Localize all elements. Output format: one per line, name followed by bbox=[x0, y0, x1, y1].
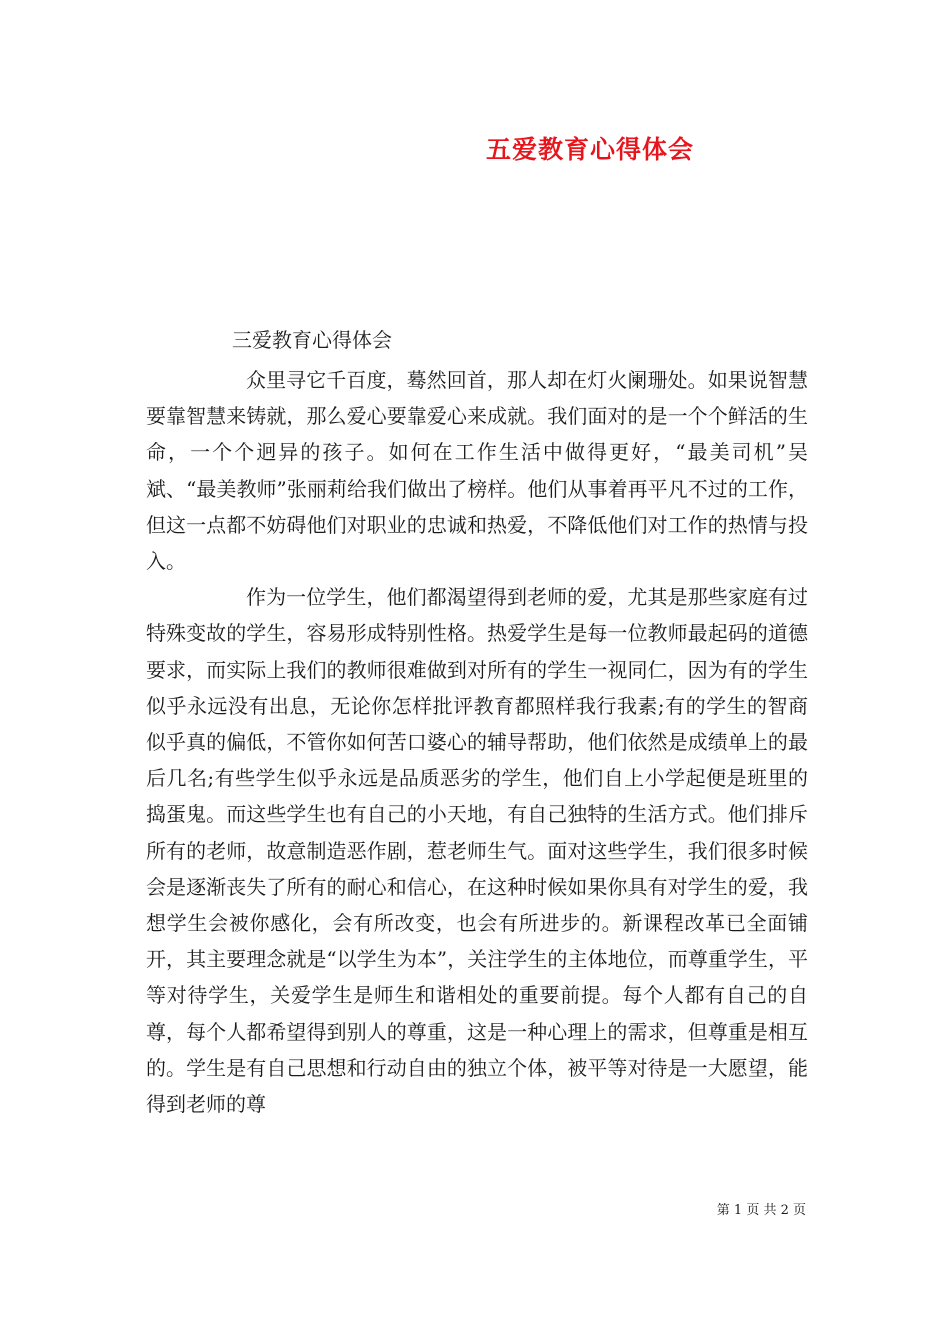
page-footer: 第 1 页 共 2 页 bbox=[716, 1203, 806, 1218]
document-title: 五爱教育心得体会 bbox=[485, 135, 694, 164]
paragraph-1: 众里寻它千百度，蓦然回首，那人却在灯火阑珊处。如果说智慧要靠智慧来铸就，那么爱心要靠爱心来成就。我们面对的是一个个鲜活的生命，一个个迥异的孩子。如何在工作生活中做得更好，“最美司机”吴斌、“最美教师”张丽莉给我们做出了榜样。他们从事着再平凡不过的工作，但这一点都不妨碍他们对职业的忠诚和热爱，不降低他们对工作的热情与投入。 bbox=[146, 368, 808, 574]
paragraph-2: 作为一位学生，他们都渴望得到老师的爱，尤其是那些家庭有过特殊变故的学生，容易形成特别性格。热爱学生是每一位教师最起码的道德要求，而实际上我们的教师很难做到对所有的学生一视同仁，因为有的学生似乎永远没有出息，无论你怎样批评教育都照样我行我素;有的学生的智商似乎真的偏低，不管你如何苦口婆心的辅导帮助，他们依然是成绩单上的最后几名;有些学生似乎永远是品质恶劣的学生，他们自上小学起便是班里的捣蛋鬼。而这些学生也有自己的小天地，有自己独特的生活方式。他们排斥所有的老师，故意制造恶作剧，惹老师生气。面对这些学生，我们很多时候会是逐渐丧失了所有的耐心和信心，在这种时候如果你具有对学生的爱，我想学生会被你感化，会有所改变，也会有所进步的。新课程改革已全面铺开，其主要理念就是“以学生为本”，关注学生的主体地位，而尊重学生，平等对待学生，关爱学生是师生和谐相处的重要前提。每个人都有自己的自尊，每个人都希望得到别人的尊重，这是一种心理上的需求，但尊重是相互的。学生是有自己思想和行动自由的独立个体，被平等对待是一大愿望，能得到老师的尊 bbox=[146, 585, 808, 1117]
document-subtitle: 三爱教育心得体会 bbox=[232, 328, 392, 352]
document-body bbox=[146, 362, 808, 1122]
